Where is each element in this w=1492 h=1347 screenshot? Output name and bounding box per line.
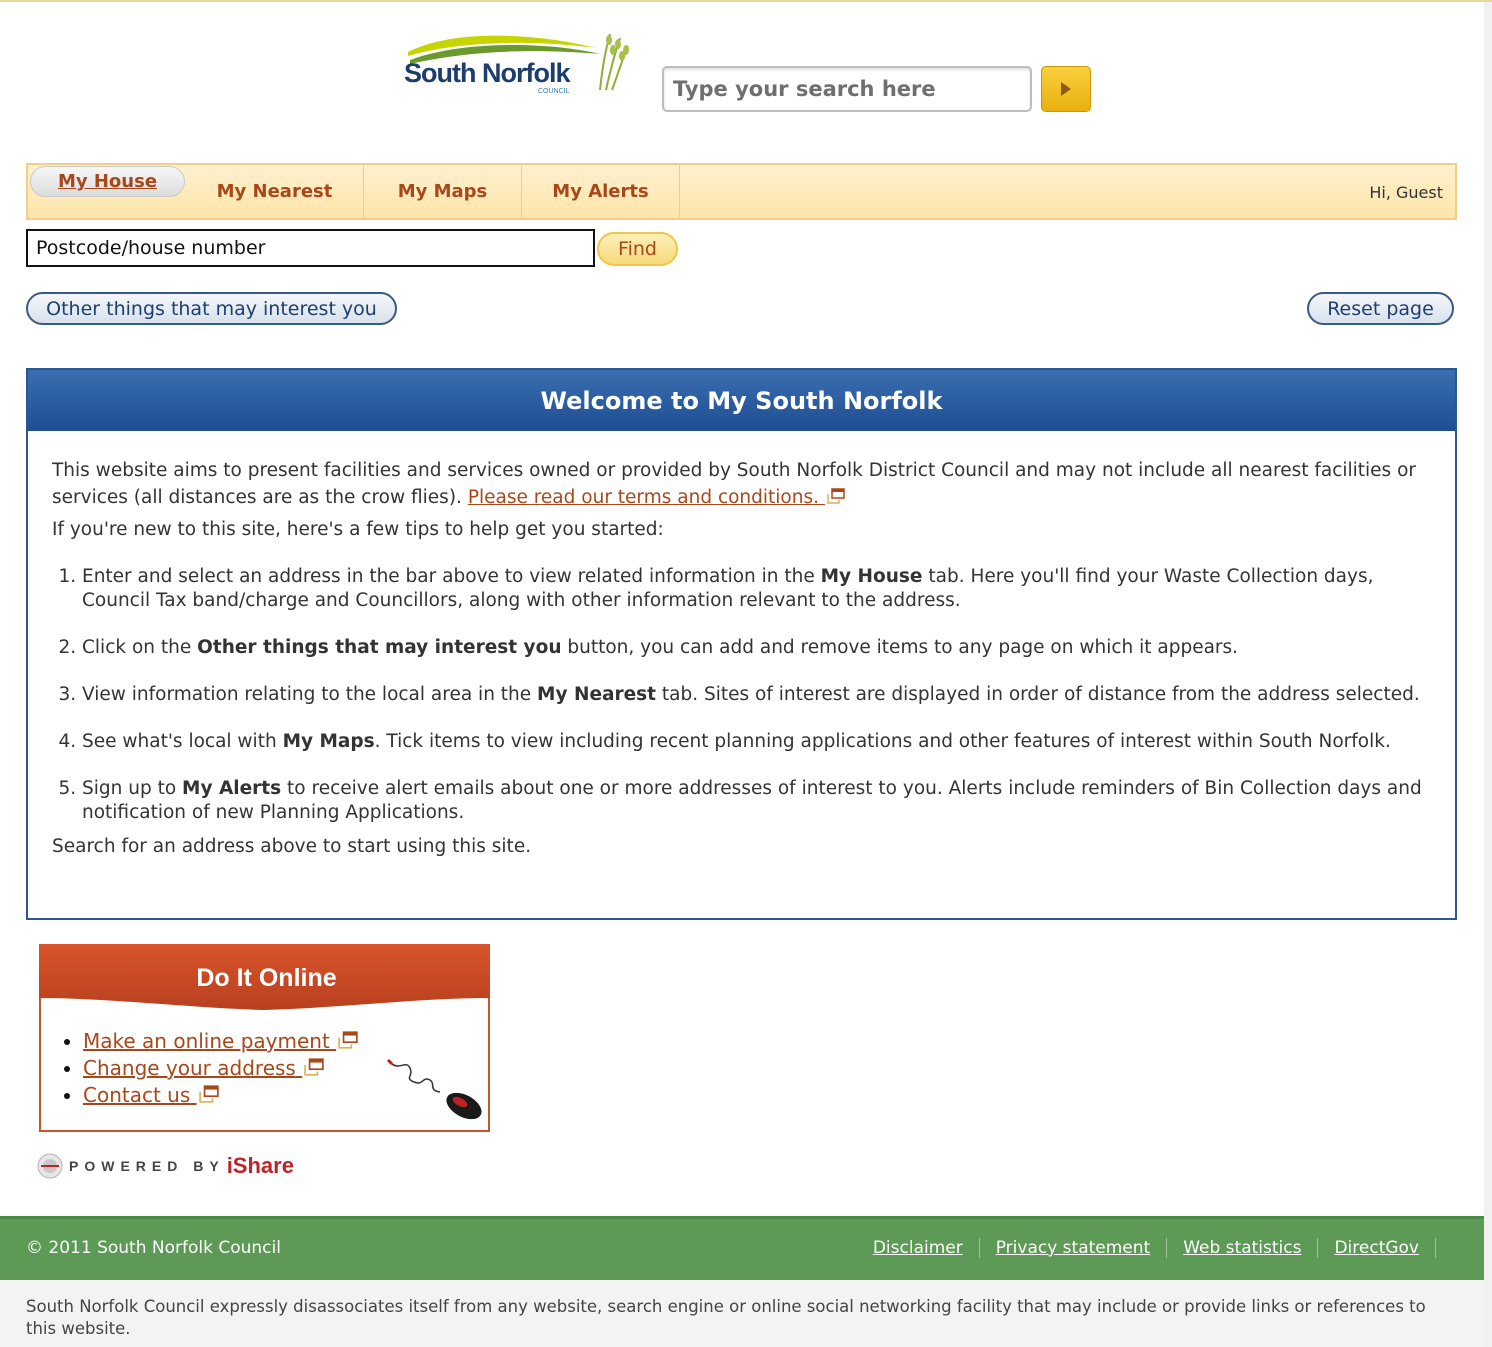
powered-by-label: POWERED BY [69,1158,225,1174]
change-address-link[interactable] [83,1056,324,1080]
user-greeting: Hi, Guest [1369,183,1443,202]
page-right-edge [1484,2,1492,1347]
logo-sub: COUNCIL [538,88,570,95]
tip-text: Enter and select an address in the bar above to view related information in the [82,566,821,587]
list-item [83,1055,358,1082]
tip-bold: Other things that may interest you [197,637,562,658]
online-payment-link[interactable] [83,1029,358,1053]
tip-text: button, you can add and remove items to any page on which it appears. [561,637,1239,658]
link-label: Make an online payment [83,1029,330,1053]
external-window-icon [827,488,845,504]
terms-link-label: Please read our terms and conditions. [467,487,819,508]
site-search-input[interactable] [662,66,1032,112]
tip-text: Click on the [82,637,198,658]
do-it-online-links [41,1028,358,1109]
tip-text: . Tick items to view including recent planning applications and other features of interest within South Norfolk. [374,731,1391,752]
tip-text: to receive alert emails about one or more addresses of interest to you. Alerts include reminders of Bin Collection days and notification of new Planning Applications. [82,778,1422,823]
find-button[interactable]: Find [597,232,678,266]
terms-link[interactable] [468,487,845,508]
footer-links [857,1238,1436,1258]
disclaimer-note: South Norfolk Council expressly disassociates itself from any website, search engine or online social networking facility that may include or provide links or references to this website. [0,1280,1484,1347]
welcome-panel [26,368,1457,920]
footer-link-web-statistics[interactable]: Web statistics [1167,1238,1318,1258]
powered-by-brand: iShare [226,1153,294,1178]
computer-mouse-icon [384,1056,486,1122]
footer-link-privacy[interactable]: Privacy statement [980,1238,1167,1258]
tab-my-alerts[interactable]: My Alerts [522,165,680,218]
link-label: Contact us [83,1083,191,1107]
do-it-online-title: Do It Online [196,964,337,992]
welcome-body [28,431,1455,860]
list-item [83,1082,358,1109]
link-label: Change your address [83,1056,296,1080]
list-item [83,1028,358,1055]
footer-link-disclaimer[interactable]: Disclaimer [857,1238,980,1258]
copyright-text: © 2011 South Norfolk Council [26,1238,281,1258]
tab-my-maps[interactable]: My Maps [364,165,522,218]
tab-my-house[interactable]: My House [30,166,185,197]
reset-page-button[interactable]: Reset page [1307,292,1454,325]
tip-text: Sign up to [82,778,183,799]
other-interests-button[interactable]: Other things that may interest you [26,292,397,325]
tip-item [82,636,1431,660]
postcode-input[interactable] [26,229,595,267]
tip-item [82,777,1431,825]
external-window-icon [199,1085,219,1103]
intro-text: This website aims to present facilities and services owned or provided by South Norfolk District Council and may not include all nearest facilities or services (all distances are as the crow flies). [52,460,1417,508]
tip-item [82,565,1431,613]
tip-bold: My Nearest [537,684,656,705]
tip-item [82,683,1431,707]
play-arrow-icon [1059,80,1073,98]
tip-text: View information relating to the local area in the [82,684,538,705]
tip-text: See what's local with [82,731,283,752]
site-footer [0,1216,1484,1280]
tip-bold: My Maps [282,731,375,752]
do-it-online-panel [39,944,490,1132]
tips-list [52,565,1431,825]
tab-my-nearest[interactable]: My Nearest [186,165,364,218]
tip-text: tab. Sites of interest are displayed in order of distance from the address selected. [656,684,1420,705]
footer-link-directgov[interactable]: DirectGov [1318,1238,1436,1258]
tip-bold: My House [820,566,923,587]
tip-text: tab. Here you'll find your Waste Collection days, Council Tax band/charge and Councillors, along with other information relevant to the address. [82,566,1374,611]
contact-us-link[interactable] [83,1083,219,1107]
external-window-icon [338,1031,358,1049]
external-window-icon [304,1058,324,1076]
tips-intro: If you're new to this site, here's a few tips to help get you started: [52,519,664,540]
logo-name: South Norfolk [404,58,570,88]
tip-bold: My Alerts [182,778,282,799]
main-tabs [26,163,1457,220]
council-logo[interactable] [400,30,635,102]
ishare-logo-icon [37,1153,63,1179]
powered-by-badge[interactable] [37,1153,294,1179]
tip-item [82,730,1431,754]
welcome-title: Welcome to My South Norfolk [28,370,1455,431]
site-search-button[interactable] [1041,66,1091,112]
welcome-outro: Search for an address above to start using this site. [52,836,532,857]
welcome-intro [52,457,1431,511]
